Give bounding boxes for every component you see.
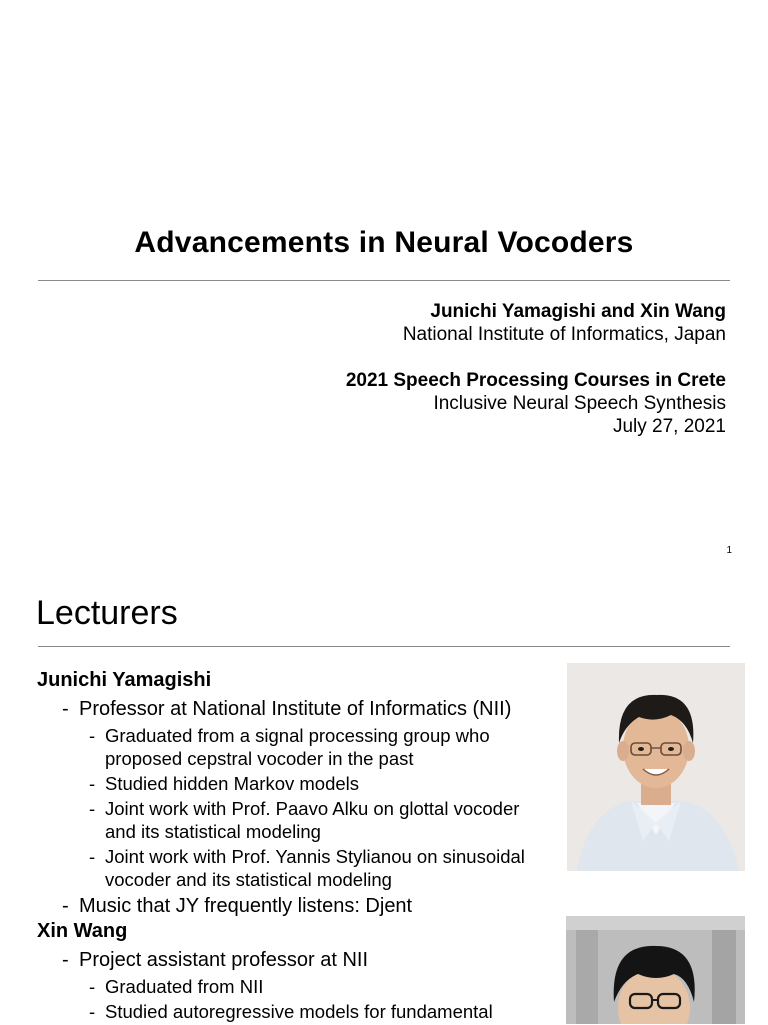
page-number: 1: [726, 545, 732, 556]
list-subitem-text: Graduated from NII: [105, 976, 264, 997]
lecturer-name: Junichi Yamagishi: [37, 669, 212, 691]
slide-title: Advancements in Neural Vocoders: [134, 226, 634, 259]
lecturer-name: Xin Wang: [37, 920, 128, 942]
list-subitem-text: Joint work with Prof. Paavo Alku on glottal vocoder and its statistical modeling: [105, 798, 520, 842]
list-item-text: Professor at National Institute of Informatics (NII): [79, 698, 512, 720]
list-subitem: - Graduated from a signal processing group who proposed cepstral vocoder in the past: [89, 725, 490, 769]
list-subitem: - Studied autoregressive models for fundamental: [89, 1001, 493, 1022]
event-block: [346, 369, 726, 438]
list-subitem: - Studied hidden Markov models: [89, 773, 360, 794]
list-item: - Project assistant professor at NII: [62, 949, 369, 971]
list-item-text: Music that JY frequently listens: Djent: [79, 895, 413, 917]
portrait-illustration: [566, 916, 745, 1024]
list-item-text: Project assistant professor at NII: [79, 949, 369, 971]
lecturers-title: Lecturers: [36, 594, 178, 632]
list-subitem-text: Studied hidden Markov models: [105, 773, 360, 794]
lecturers-list: [37, 667, 547, 1025]
list-item: - Music that JY frequently listens: Djent: [62, 895, 413, 917]
course-subtitle: Inclusive Neural Speech Synthesis: [433, 393, 726, 414]
title-divider: [38, 280, 730, 281]
list-subitem: - Joint work with Prof. Yannis Stylianou on sinusoidal vocoder and its statistical modeling: [89, 846, 525, 890]
authors: Junichi Yamagishi and Xin Wang: [430, 301, 726, 322]
portrait-illustration: [567, 663, 745, 871]
affiliation: National Institute of Informatics, Japan: [402, 324, 726, 345]
list-subitem-text: Studied autoregressive models for fundamental: [105, 1001, 493, 1022]
list-subitem: - Joint work with Prof. Paavo Alku on glottal vocoder and its statistical modeling: [89, 798, 520, 842]
list-item: - Professor at National Institute of Informatics (NII): [62, 698, 512, 720]
list-subitem-text: Graduated from a signal processing group who proposed cepstral vocoder in the past: [105, 725, 490, 769]
course-name: 2021 Speech Processing Courses in Crete: [345, 370, 726, 391]
lecturer-photo: [566, 916, 745, 1024]
event-date: July 27, 2021: [612, 416, 726, 437]
author-block: [403, 300, 726, 346]
lecturer-photo: [567, 663, 745, 871]
list-subitem-text: Joint work with Prof. Yannis Stylianou on sinusoidal vocoder and its statistical modeling: [105, 846, 525, 890]
list-subitem: - Graduated from NII: [89, 976, 264, 997]
lecturers-divider: [38, 646, 730, 647]
